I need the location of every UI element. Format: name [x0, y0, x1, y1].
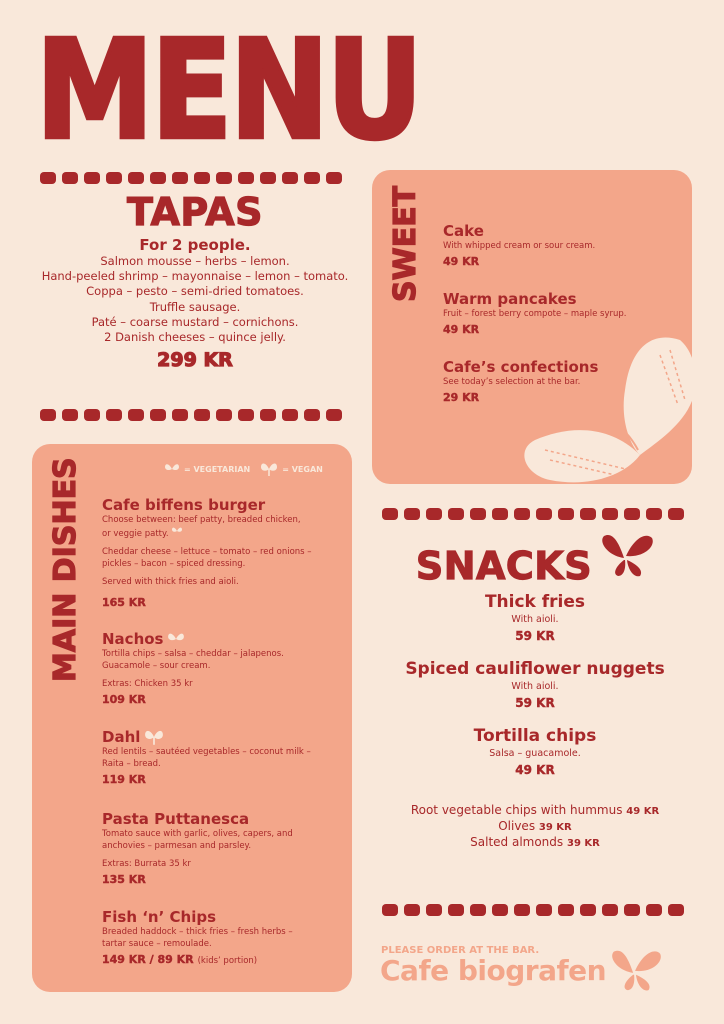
tapas-line: Hand-peeled shrimp – mayonnaise – lemon – tomato.	[41, 269, 349, 284]
snack-item-name: Thick fries	[484, 592, 586, 612]
snack-item	[380, 592, 690, 643]
main-item-desc: Choose between: beef patty, breaded chicken,	[102, 515, 301, 525]
main-item-price: 119 KR	[102, 773, 146, 786]
diet-legend	[164, 461, 323, 477]
snack-extra: Root vegetable chips with hummus 49 KR	[410, 803, 660, 817]
legend-vegetarian: = VEGETARIAN	[184, 464, 251, 474]
vegetarian-butterfly-icon	[167, 631, 185, 647]
sweet-item-price: 49 KR	[443, 323, 480, 336]
main-item-desc: Cheddar cheese – lettuce – tomato – red onions –	[102, 547, 312, 557]
tapas-line: Paté – coarse mustard – cornichons.	[91, 314, 299, 329]
snack-item-name: Tortilla chips	[473, 726, 597, 746]
snack-item-price: 49 KR	[515, 763, 555, 777]
snack-item-desc: With aioli.	[511, 614, 559, 625]
tapas-line: Coppa – pesto – semi-dried tomatoes.	[86, 284, 304, 299]
snack-item-price: 59 KR	[515, 629, 555, 643]
legend-vegan: = VEGAN	[282, 464, 323, 474]
main-item-price: 165 KR	[102, 596, 146, 609]
main-item-desc: Red lentils – sautéed vegetables – coconut milk –	[102, 747, 311, 757]
main-item-name: Fish ‘n’ Chips	[102, 908, 217, 926]
tapas-line: Truffle sausage.	[149, 299, 241, 314]
main-item-name: Cafe biffens burger	[102, 496, 266, 514]
main-item-desc: Guacamole – sour cream.	[102, 661, 211, 671]
snack-extras	[380, 803, 690, 851]
snack-extra: Olives 39 KR	[498, 819, 572, 833]
tapas-title: TAPAS	[126, 190, 264, 234]
main-item	[102, 630, 342, 706]
sweet-item-desc: See today’s selection at the bar.	[443, 377, 581, 387]
snacks-header	[380, 544, 690, 588]
sweet-item-name: Cafe’s confections	[443, 358, 599, 376]
divider-top-left	[40, 172, 342, 184]
main-item-price-note: (kids’ portion)	[197, 956, 258, 966]
main-item-price: 149 KR / 89 KR	[102, 953, 194, 966]
vegan-butterfly-icon	[144, 728, 164, 746]
vegan-butterfly-icon	[260, 461, 278, 477]
main-item	[102, 810, 342, 886]
tapas-line: Salmon mousse – herbs – lemon.	[100, 254, 290, 268]
main-item-price: 135 KR	[102, 873, 146, 886]
brand-logo: Cafe biografen	[380, 954, 607, 987]
divider-mid-left	[40, 409, 342, 421]
sweet-item-name: Cake	[443, 222, 484, 240]
sweet-item	[443, 222, 595, 268]
main-item-desc: or veggie patty.	[102, 526, 342, 540]
main-item-desc: Breaded haddock – thick fries – fresh herbs –	[102, 927, 293, 937]
main-item	[102, 908, 342, 967]
sweet-title: SWEET	[388, 185, 423, 302]
main-item-name: Nachos	[102, 630, 164, 648]
snacks-section	[380, 544, 690, 851]
snack-item-desc: With aioli.	[511, 681, 559, 692]
snack-extra: Salted almonds 39 KR	[470, 835, 600, 849]
snack-item	[380, 659, 690, 710]
sweet-item-name: Warm pancakes	[443, 290, 577, 308]
snack-item-price: 59 KR	[515, 696, 555, 710]
divider-footer	[382, 904, 684, 916]
main-item-name: Pasta Puttanesca	[102, 810, 250, 828]
main-item-desc: tartar sauce – remoulade.	[102, 939, 212, 949]
divider-right	[382, 508, 684, 520]
sweet-panel	[372, 170, 692, 484]
vegetarian-butterfly-icon	[171, 526, 183, 536]
film-butterfly-icon	[520, 330, 692, 484]
snack-item	[380, 726, 690, 777]
main-item-header	[102, 728, 342, 746]
menu-title: MENU	[36, 10, 421, 170]
snack-item-desc: Salsa – guacamole.	[489, 748, 581, 759]
main-item-desc: Extras: Chicken 35 kr	[102, 679, 193, 689]
sweet-item-price: 29 KR	[443, 391, 480, 404]
main-item-desc: Tortilla chips – salsa – cheddar – jalapenos.	[102, 649, 284, 659]
main-item-price: 109 KR	[102, 693, 146, 706]
sweet-item-price: 49 KR	[443, 255, 480, 268]
footer-note: PLEASE ORDER AT THE BAR.	[381, 945, 540, 956]
tapas-section	[30, 190, 360, 371]
main-item-price-row	[102, 950, 342, 967]
main-dishes-title: MAIN DISHES	[48, 457, 83, 682]
main-item	[102, 728, 342, 786]
main-item-name: Dahl	[102, 728, 141, 746]
snack-item-name: Spiced cauliflower nuggets	[405, 659, 665, 679]
main-item-desc: anchovies – parmesan and parsley.	[102, 841, 252, 851]
main-item-desc: Served with thick fries and aioli.	[102, 577, 239, 587]
butterfly-icon	[600, 530, 654, 578]
sweet-item-desc: With whipped cream or sour cream.	[443, 241, 596, 251]
main-item-desc: pickles – bacon – spiced dressing.	[102, 559, 246, 569]
brand-butterfly-icon	[610, 944, 662, 994]
main-item-desc: Raita – bread.	[102, 759, 161, 769]
main-dishes-panel	[32, 444, 352, 992]
main-item-desc: Tomato sauce with garlic, olives, capers, and	[102, 829, 293, 839]
vegetarian-butterfly-icon	[164, 462, 180, 476]
snacks-title: SNACKS	[415, 544, 593, 588]
tapas-line: 2 Danish cheeses – quince jelly.	[104, 330, 286, 345]
sweet-item-desc: Fruit – forest berry compote – maple syrup.	[443, 309, 627, 319]
main-item-desc: Extras: Burrata 35 kr	[102, 859, 191, 869]
main-item-header	[102, 630, 342, 648]
main-item	[102, 496, 342, 609]
tapas-price: 299 KR	[157, 349, 233, 372]
tapas-subtitle: For 2 people.	[139, 236, 251, 254]
